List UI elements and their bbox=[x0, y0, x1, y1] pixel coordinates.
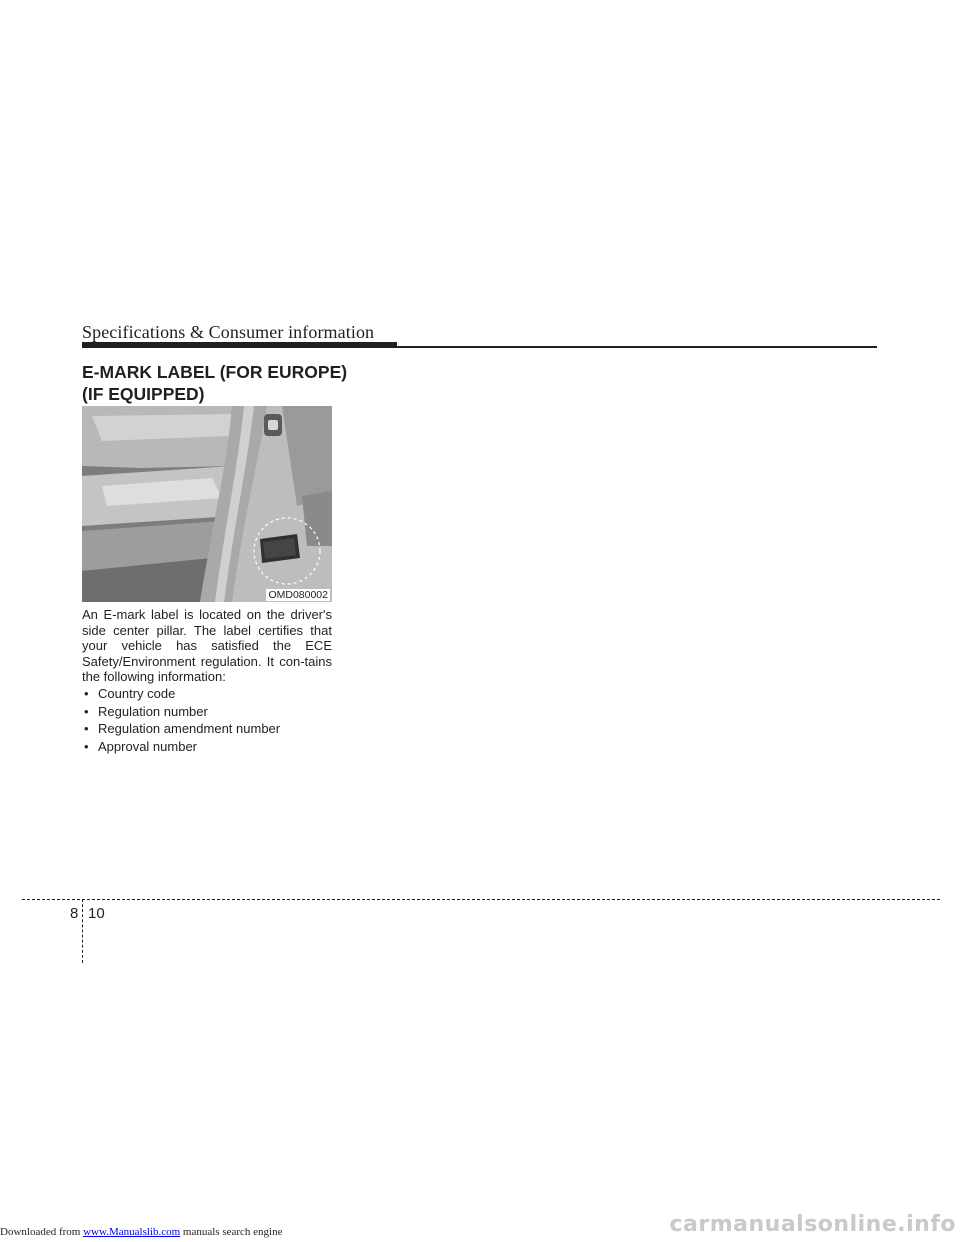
bullet-icon: • bbox=[84, 721, 89, 736]
title-line-1: E-MARK LABEL (FOR EUROPE) bbox=[82, 362, 348, 382]
list-item bbox=[84, 720, 280, 738]
figure-code: OMD080002 bbox=[268, 589, 328, 601]
info-list bbox=[84, 685, 280, 755]
bullet-icon: • bbox=[84, 738, 89, 754]
bullet-icon: • bbox=[84, 686, 89, 701]
page-title bbox=[82, 361, 382, 405]
pillar-drawing bbox=[82, 406, 332, 602]
download-footer bbox=[0, 1226, 282, 1238]
header-rule-thick bbox=[82, 342, 397, 348]
section-header: Specifications & Consumer information bbox=[82, 322, 375, 342]
list-item bbox=[84, 703, 280, 721]
manualslib-link[interactable]: www.Manualslib.com bbox=[83, 1226, 181, 1238]
chapter-number: 8 bbox=[70, 905, 79, 922]
bullet-icon: • bbox=[84, 703, 89, 719]
page-number: 10 bbox=[88, 905, 105, 922]
title-line-2: (IF EQUIPPED) bbox=[82, 384, 205, 404]
list-item-label: Regulation number bbox=[98, 703, 208, 719]
page-divider-vertical bbox=[82, 899, 83, 963]
list-item-label: Country code bbox=[98, 686, 176, 701]
footer-suffix: manuals search engine bbox=[180, 1226, 283, 1238]
list-item bbox=[84, 738, 280, 756]
footer-prefix: Downloaded from bbox=[0, 1226, 84, 1238]
list-item-label: Approval number bbox=[98, 738, 197, 754]
body-paragraph: An E-mark label is located on the driver's side center pillar. The label certifies that your vehicle has satisfied the ECE Safety/Environment regulation. It con-tains the following information: bbox=[82, 607, 332, 684]
page-divider bbox=[22, 899, 940, 900]
header-rule-thin bbox=[397, 346, 877, 348]
watermark: carmanualsonline.info bbox=[669, 1212, 956, 1237]
car-pillar-illustration bbox=[82, 406, 332, 602]
list-item bbox=[84, 685, 280, 703]
list-item-label: Regulation amendment number bbox=[98, 721, 281, 736]
